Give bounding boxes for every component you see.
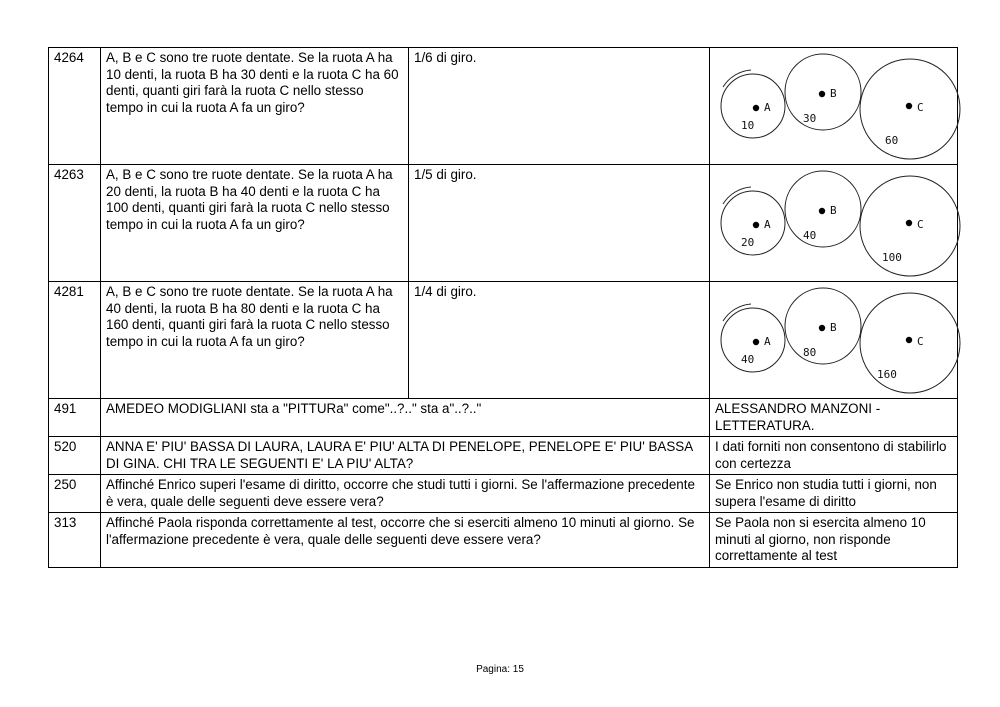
gear-a-label: A	[764, 218, 771, 231]
gear-b-label: B	[830, 87, 837, 100]
table-row	[49, 282, 958, 399]
gears-diagram	[715, 50, 963, 162]
gear-c-teeth: 60	[885, 134, 899, 147]
gear-figure-cell	[710, 282, 958, 399]
questions-table	[48, 47, 958, 568]
gear-a-label: A	[764, 101, 771, 114]
gear-a-teeth: 10	[741, 119, 755, 132]
question-id: 4263	[49, 165, 101, 282]
gear-c-center	[906, 103, 912, 109]
gear-c-label: C	[917, 218, 924, 231]
answer-text: ALESSANDRO MANZONI - LETTERATURA.	[710, 399, 958, 437]
question-id: 520	[49, 437, 101, 475]
table-row	[49, 475, 958, 513]
question-text: A, B e C sono tre ruote dentate. Se la ruota A ha 20 denti, la ruota B ha 40 denti e la ruota C ha 100 denti, quanti giri farà la ruota C nello stesso tempo in cui la ruota A fa un giro?	[101, 165, 409, 282]
question-text: A, B e C sono tre ruote dentate. Se la ruota A ha 10 denti, la ruota B ha 30 denti e la ruota C ha 60 denti, quanti giri farà la ruota C nello stesso tempo in cui la ruota A fa un giro?	[101, 48, 409, 165]
gear-a-label: A	[764, 335, 771, 348]
question-id: 4281	[49, 282, 101, 399]
gear-figure-cell	[710, 48, 958, 165]
gear-b-center	[819, 91, 825, 97]
gear-a-center	[753, 105, 759, 111]
gear-c-teeth: 100	[882, 251, 902, 264]
gear-b-label: B	[830, 204, 837, 217]
gear-c-label: C	[917, 335, 924, 348]
gear-b-teeth: 30	[803, 112, 817, 125]
answer-text: 1/6 di giro.	[409, 48, 710, 165]
gear-b-center	[819, 208, 825, 214]
gear-c-label: C	[917, 101, 924, 114]
table-row	[49, 399, 958, 437]
gear-c-center	[906, 220, 912, 226]
question-id: 491	[49, 399, 101, 437]
table-row	[49, 513, 958, 568]
answer-text: Se Enrico non studia tutti i giorni, non supera l'esame di diritto	[710, 475, 958, 513]
gear-b-center	[819, 325, 825, 331]
gear-a-center	[753, 222, 759, 228]
question-text: ANNA E' PIU' BASSA DI LAURA, LAURA E' PIU' ALTA DI PENELOPE, PENELOPE E' PIU' BASSA DI GINA. CHI TRA LE SEGUENTI E' LA PIU' ALTA?	[101, 437, 710, 475]
answer-text: 1/4 di giro.	[409, 282, 710, 399]
gear-a-teeth: 20	[741, 236, 755, 249]
gear-a-teeth: 40	[741, 353, 755, 366]
gear-c-center	[906, 337, 912, 343]
gear-b-label: B	[830, 321, 837, 334]
table-row	[49, 165, 958, 282]
question-text: Affinché Paola risponda correttamente al test, occorre che si eserciti almeno 10 minuti al giorno. Se l'affermazione precedente è vera, quale delle seguenti deve essere vera?	[101, 513, 710, 568]
gears-diagram	[715, 284, 963, 396]
table-row	[49, 437, 958, 475]
gear-b-teeth: 40	[803, 229, 817, 242]
page-number: Pagina: 15	[476, 664, 524, 675]
answer-text: I dati forniti non consentono di stabilirlo con certezza	[710, 437, 958, 475]
gear-c-teeth: 160	[877, 368, 897, 381]
question-text: AMEDEO MODIGLIANI sta a "PITTURa" come"..?.." sta a"..?.."	[101, 399, 710, 437]
gear-b-teeth: 80	[803, 346, 817, 359]
gears-diagram	[715, 167, 963, 279]
question-text: A, B e C sono tre ruote dentate. Se la ruota A ha 40 denti, la ruota B ha 80 denti e la ruota C ha 160 denti, quanti giri farà la ruota C nello stesso tempo in cui la ruota A fa un giro?	[101, 282, 409, 399]
question-id: 250	[49, 475, 101, 513]
table-row	[49, 48, 958, 165]
question-text: Affinché Enrico superi l'esame di diritto, occorre che studi tutti i giorni. Se l'affermazione precedente è vera, quale delle seguenti deve essere vera?	[101, 475, 710, 513]
answer-text: 1/5 di giro.	[409, 165, 710, 282]
answer-text: Se Paola non si esercita almeno 10 minuti al giorno, non risponde correttamente al test	[710, 513, 958, 568]
gear-figure-cell	[710, 165, 958, 282]
question-id: 4264	[49, 48, 101, 165]
gear-a-center	[753, 339, 759, 345]
question-id: 313	[49, 513, 101, 568]
